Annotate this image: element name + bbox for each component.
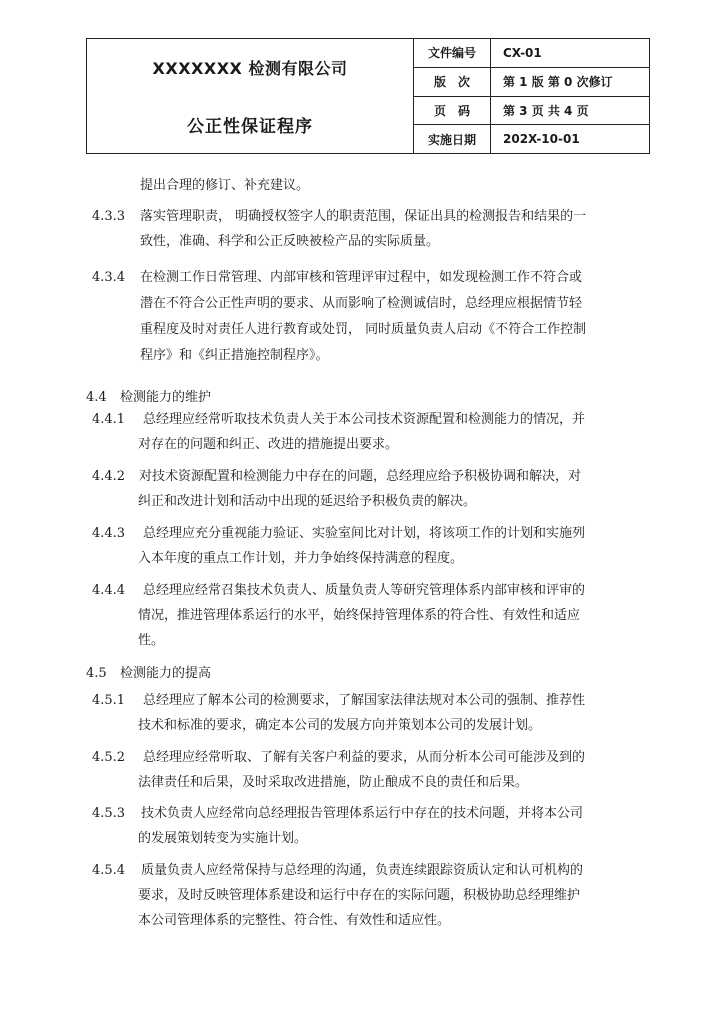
paragraph-line: 技术和标准的要求，确定本公司的发展方向并策划本公司的发展计划。 bbox=[138, 718, 542, 733]
clause-number: 4.5.2 bbox=[92, 750, 126, 765]
meta-row-edition bbox=[414, 68, 649, 97]
section-number: 4.5 bbox=[86, 666, 107, 681]
clause-number: 4.5.1 bbox=[92, 693, 126, 708]
paragraph-line: 总经理应经常召集技术负责人、质量负责人等研究管理体系内部审核和评审的 bbox=[143, 583, 586, 598]
paragraph-line: 质量负责人应经常保持与总经理的沟通，负责连续跟踪资质认定和认可机构的 bbox=[141, 863, 584, 878]
header-left-block bbox=[87, 39, 414, 153]
meta-row-page bbox=[414, 97, 649, 126]
clause-number: 4.3.3 bbox=[92, 209, 126, 224]
paragraph-line: 技术负责人应经常向总经理报告管理体系运行中存在的技术问题，并将本公司 bbox=[141, 806, 584, 821]
paragraph-line: 对存在的问题和纠正、改进的措施提出要求。 bbox=[138, 437, 399, 452]
clause-number: 4.5.4 bbox=[92, 863, 126, 878]
meta-value: 第 3 页 共 4 页 bbox=[503, 103, 589, 118]
paragraph-line: 总经理应充分重视能力验证、实验室间比对计划，将该项工作的计划和实施列 bbox=[143, 526, 586, 541]
paragraph-line: 性。 bbox=[138, 633, 165, 648]
section-title: 检测能力的提高 bbox=[120, 666, 212, 681]
paragraph-line: 法律责任和后果，及时采取改进措施，防止酿成不良的责任和后果。 bbox=[138, 775, 529, 790]
meta-value: 202X-10-01 bbox=[503, 132, 580, 147]
paragraph-line: 对技术资源配置和检测能力中存在的问题，总经理应给予积极协调和解决，对 bbox=[139, 469, 582, 484]
meta-label: 版 次 bbox=[414, 68, 491, 96]
paragraph-line: 总经理应了解本公司的检测要求，了解国家法律法规对本公司的强制、推荐性 bbox=[143, 693, 586, 708]
paragraph-line: 情况，推进管理体系运行的水平，始终保持管理体系的符合性、有效性和适应 bbox=[138, 608, 581, 623]
clause-number: 4.4.4 bbox=[92, 583, 126, 598]
clause-number: 4.3.4 bbox=[92, 270, 126, 285]
clause-number: 4.5.3 bbox=[92, 806, 126, 821]
meta-row-file-number bbox=[414, 39, 649, 68]
meta-label: 页 码 bbox=[414, 97, 491, 125]
header-meta-block bbox=[414, 39, 649, 153]
paragraph-line: 纠正和改进计划和活动中出现的延迟给予积极负责的解决。 bbox=[138, 494, 477, 509]
paragraph-line: 潜在不符合公正性声明的要求、从而影响了检测诚信时，总经理应根据情节轻 bbox=[140, 296, 583, 311]
paragraph-line: 要求，及时反映管理体系建设和运行中存在的实际问题，积极协助总经理维护 bbox=[138, 888, 581, 903]
section-number: 4.4 bbox=[86, 390, 107, 405]
paragraph-line: 总经理应经常听取、了解有关客户利益的要求，从而分析本公司可能涉及到的 bbox=[143, 750, 586, 765]
clause-number: 4.4.1 bbox=[92, 412, 126, 427]
meta-value: 第 1 版 第 0 次修订 bbox=[503, 75, 613, 90]
meta-label: 文件编号 bbox=[414, 39, 491, 67]
document-header-table bbox=[86, 38, 650, 154]
meta-value: CX-01 bbox=[503, 45, 542, 60]
paragraph-line: 的发展策划转变为实施计划。 bbox=[138, 831, 308, 846]
clause-number: 4.4.3 bbox=[92, 526, 126, 541]
paragraph-line: 入本年度的重点工作计划，并力争始终保持满意的程度。 bbox=[138, 551, 464, 566]
paragraph-line: 致性，准确、科学和公正反映被检产品的实际质量。 bbox=[140, 234, 440, 249]
document-title: 公正性保证程序 bbox=[187, 117, 313, 137]
paragraph-line: 重程度及时对责任人进行教育或处罚， 同时质量负责人启动《不符合工作控制 bbox=[140, 322, 587, 337]
paragraph-line: 总经理应经常听取技术负责人关于本公司技术资源配置和检测能力的情况，并 bbox=[143, 412, 586, 427]
paragraph-line: 落实管理职责， 明确授权签字人的职责范围，保证出具的检测报告和结果的一 bbox=[140, 209, 587, 224]
paragraph-line: 程序》和《纠正措施控制程序》。 bbox=[140, 348, 329, 363]
paragraph-line: 本公司管理体系的完整性、符合性、有效性和适应性。 bbox=[138, 913, 451, 928]
meta-label: 实施日期 bbox=[414, 125, 491, 153]
meta-row-effective-date bbox=[414, 125, 649, 153]
section-title: 检测能力的维护 bbox=[120, 390, 212, 405]
paragraph-line: 在检测工作日常管理、内部审核和管理评审过程中，如发现检测工作不符合或 bbox=[140, 270, 583, 285]
paragraph-line: 提出合理的修订、补充建议。 bbox=[140, 178, 310, 193]
company-name: XXXXXXX 检测有限公司 bbox=[152, 59, 348, 78]
clause-number: 4.4.2 bbox=[92, 469, 126, 484]
